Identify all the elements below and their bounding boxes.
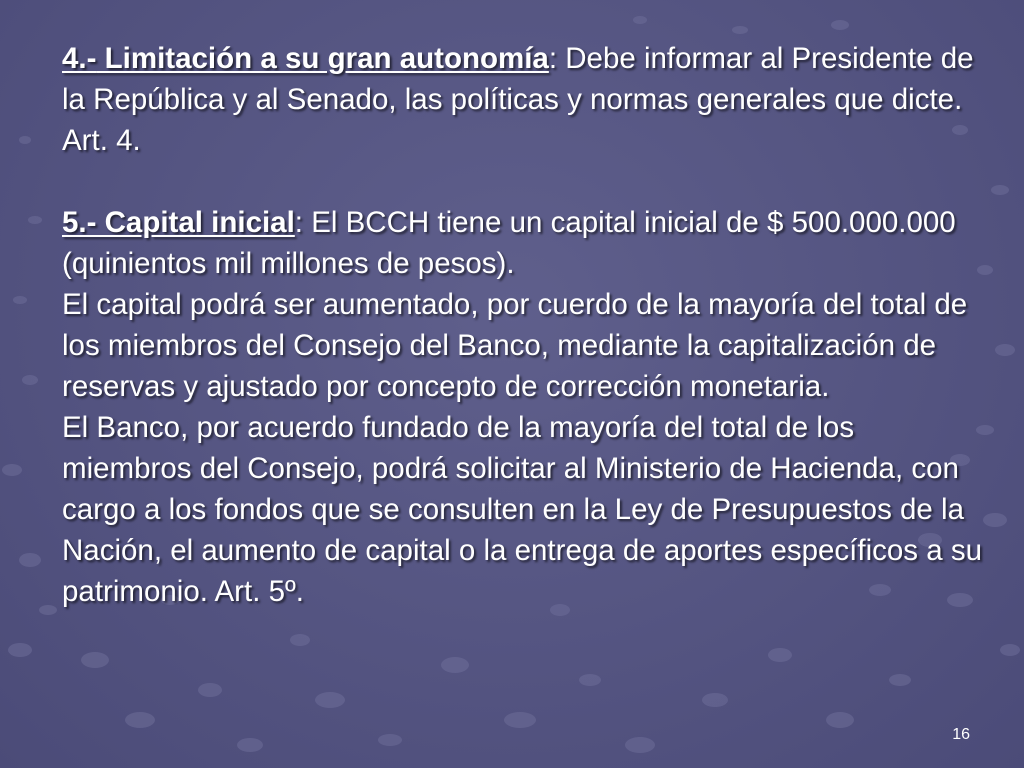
item4-number: 4.- (62, 42, 97, 75)
item5-text: : El BCCH tiene un capital inicial de $ 500.000.000 (quinientos mil millones de pesos). (62, 206, 956, 280)
paragraph-gap (62, 161, 982, 202)
slide-body (62, 38, 982, 612)
item4-paragraph (62, 38, 982, 161)
capital-increase-paragraph: El capital podrá ser aumentado, por cuerdo de la mayoría del total de los miembros del Consejo del Banco, mediante la capitalización de reservas y ajustado por concepto de corrección monetaria. (62, 288, 968, 403)
page-number: 16 (952, 726, 970, 743)
item5-heading: 5.- Capital inicial (62, 206, 295, 239)
item4-text: : Debe informar al Presidente de la República y al Senado, las políticas y normas generales que dicte. Art. 4. (62, 42, 974, 157)
ministry-request-paragraph: El Banco, por acuerdo fundado de la mayoría del total de los miembros del Consejo, podrá solicitar al Ministerio de Hacienda, con cargo a los fondos que se consulten en la Ley de Presupuestos de la Nación, el aumento de capital o la entrega de aportes específicos a su patrimonio. Art. 5º. (62, 411, 982, 608)
item5-paragraph (62, 202, 982, 284)
item4-heading-text: Limitación a su gran autonomía (96, 42, 549, 75)
item4-heading (62, 42, 549, 75)
